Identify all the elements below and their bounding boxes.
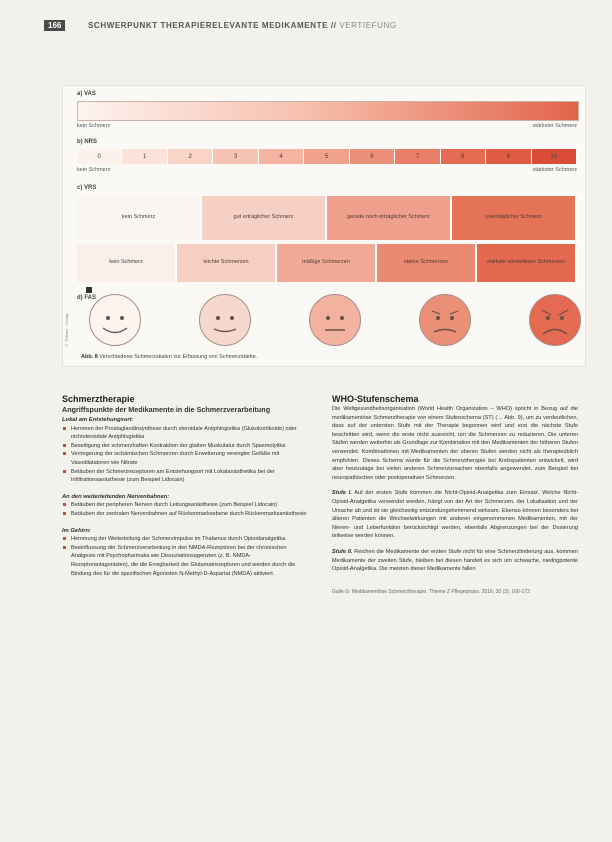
nrs-left-label: kein Schmerz [77, 167, 111, 173]
section-heading: Schmerztherapie [62, 394, 135, 404]
vrs-cell: gerade noch erträglicher Schmerz [327, 196, 452, 240]
vrs-cell: stärkste vorstellbare Schmerzen [477, 244, 577, 282]
running-title-separator: // [328, 21, 340, 30]
vrs-cell: unerträglicher Schmerz [452, 196, 577, 240]
nrs-cell: 9 [486, 149, 531, 164]
vrs-label: c) VRS [77, 185, 97, 191]
section-subheading: Angriffspunkte der Medikamente in die Schmerzverarbeitung [62, 405, 271, 414]
fas-face-icon [89, 294, 141, 346]
nrs-cell: 0 [77, 149, 122, 164]
stage-1-paragraph [332, 489, 578, 541]
subsection-title-brain: Im Gehirn: [62, 527, 91, 534]
figure-caption [81, 354, 257, 360]
vrs-scale-five-step [77, 244, 577, 282]
list-item: Beeinflussung der Schmerzverarbeitung in den NMDA-Rezeptoren bei der chronischen Analgesie mit Psychopharmaka wie Dissoziationsagenzien (z. B. NMDA-Rezeptorantagonisten), die die Erregbarkeit der Glutamatrezeptoren und werden durch die Bindung des für die spezifischen Agonisten N-Methyl-D-Aspartat (NMDA) aktiviert. [62, 544, 308, 578]
stage-2-paragraph [332, 548, 578, 574]
nrs-cell: 5 [304, 149, 349, 164]
list-item: Verringerung der ischämischen Schmerzen durch Erweiterung verengter Gefäße mit Vasodilatatoren wie Nitrate [62, 450, 308, 467]
running-title [88, 21, 397, 30]
vrs-cell: kein Schmerz [77, 196, 202, 240]
fas-label: d) FAS [77, 295, 96, 301]
vrs-cell: starke Schmerzen [377, 244, 477, 282]
nrs-cell: 3 [213, 149, 258, 164]
page-header [44, 20, 564, 34]
figure-copyright: © Thieme · Verlag [64, 313, 69, 348]
vrs-cell: gut erträglicher Schmerz [202, 196, 327, 240]
nrs-cell: 7 [395, 149, 440, 164]
nrs-cell: 6 [350, 149, 395, 164]
nrs-scale [77, 149, 577, 164]
running-title-main: SCHWERPUNKT THERAPIERELEVANTE MEDIKAMENTE [88, 21, 329, 30]
list-item: Hemmen der Prostaglandinsynthese durch steroidale Antiphlogistika (Glukokortikoide) oder nichtsteroidale Antiphlogistika [62, 425, 308, 442]
nrs-cell: 4 [259, 149, 304, 164]
right-column [332, 394, 578, 596]
vas-right-label: stärkster Schmerz [532, 123, 577, 129]
nrs-cell: 1 [122, 149, 167, 164]
fas-face-icon [309, 294, 361, 346]
citation-footnote: Galle G: Medikamentöse Schmerztherapie. Thieme Z Pflegepraxis. 2016; 30 (3): 166-173 [332, 588, 530, 595]
caption-text: Verschiedene Schmerzskalen zur Erfassung von Schmerzstärke. [97, 354, 258, 360]
who-heading: WHO-Stufenschema [332, 394, 419, 404]
nrs-cell: 10 [532, 149, 577, 164]
stage-1-text: Auf der ersten Stufe kommen die Nicht-Opioid-Analgetika zum Einsatz. Welche Nicht-Opioid-Analgetika verwendet werden, hängt von der Art der Schmerzen, der Lokalisation und der Ursache ab und ist sie gleichzeitig entzündungshemmend wirksam. Ebenso können besonders bei älteren Patienten die Wechselwirkungen mit anderen eingenommenen Medikamenten, mit der Nieren- und Leberfunktion berücksichtigt werden, ebenfalls Abgrenzungen bei der Dosierung teilweise werden können. [332, 490, 578, 540]
nrs-label: b) NRS [77, 139, 97, 145]
pain-scale-figure [62, 85, 586, 367]
subsection-title-nerves: An den weiterleitenden Nervenbahnen: [62, 493, 170, 500]
nrs-cell: 8 [441, 149, 486, 164]
vrs-scale-four-step [77, 196, 577, 240]
stage-2-label: Stufe II. [332, 548, 353, 555]
fas-face-icon [199, 294, 251, 346]
list-item: Beseitigung der schmerzhaften Kontraktion der glatten Muskulatur durch Spasmolytika [62, 442, 308, 451]
left-column [62, 394, 308, 578]
subsection-title-local: Lokal am Entstehungsort: [62, 417, 134, 423]
vrs-cell: kein Schmerz [77, 244, 177, 282]
list-nerves [62, 501, 308, 518]
running-title-sub: VERTIEFUNG [339, 21, 397, 30]
list-brain [62, 535, 308, 578]
nrs-right-label: stärkster Schmerz [532, 167, 577, 173]
list-item: Hemmung der Weiterleitung der Schmerzimpulse im Thalamus durch Opioidanalgetika [62, 535, 308, 544]
nrs-cell: 2 [168, 149, 213, 164]
figure-marker [86, 287, 92, 293]
who-intro-paragraph: Die Weltgesundheitsorganisation (World Health Organization – WHO) spricht in Bezug auf die medikamentöse Schmerztherapie von einem Stufenschema (ST) (→ Abb. 9), um zu verdeutlichen, dass auf der untersten Stufe mit der Therapie begonnen wird und erst die nächste Stufe beschritten wird, wenn die erste nicht ausreicht, um die Schmerzen zu reduzieren. Die unteren Stufen werden weiterhin als Grundlage zur Kombination mit den Medikamenten der höheren Stufen verwendet. Kombinationen mit Medikamenten der oberen Stufen werden nicht als therapieüblich empfohlen. Dieses Schema wurde für die Schmerztherapie bei Krebspatienten entwickelt, wird aber heutzutage bei vielen anderen Schmerzursachen ebenfalls angewendet, zum Beispiel bei neuropathischen oder postoperativen Schmerzen. [332, 406, 578, 481]
list-item: Betäuben der zentralen Nervenbahnen auf Rückenmarksebene durch Rückenmarksanästhesie [62, 510, 308, 519]
list-local [62, 425, 308, 485]
caption-label: Abb. 8 [81, 354, 98, 360]
list-item: Betäuben der peripheren Nerven durch Leitungsanästhesie (zum Beispiel Lidocain) [62, 501, 308, 510]
fas-face-icon [529, 294, 581, 346]
vas-label: a) VAS [77, 91, 96, 97]
fas-face-icon [419, 294, 471, 346]
stage-1-label: Stufe I. [332, 490, 352, 497]
list-item: Betäuben der Schmerzrezeptoren am Entstehungsort mit Lokalanästhetika bei der Infiltrationsanästhesie (zum Beispiel Lidocain) [62, 468, 308, 485]
fas-faces [77, 294, 577, 348]
vrs-cell: mäßige Schmerzen [277, 244, 377, 282]
vas-left-label: kein Schmerz [77, 123, 111, 129]
page-number: 166 [44, 20, 65, 31]
stage-2-text: Reichen die Medikamente der ersten Stufe nicht für eine Schmerzlinderung aus, kommen Medikamente der zweiten Stufe, bleiben bei diesen handelt es sich um schwache, niedrigpotente Opioid-Analgetika. Die meisten dieser Medikamente fallen [332, 548, 578, 573]
vas-bar [77, 101, 579, 121]
vrs-cell: leichte Schmerzen [177, 244, 277, 282]
